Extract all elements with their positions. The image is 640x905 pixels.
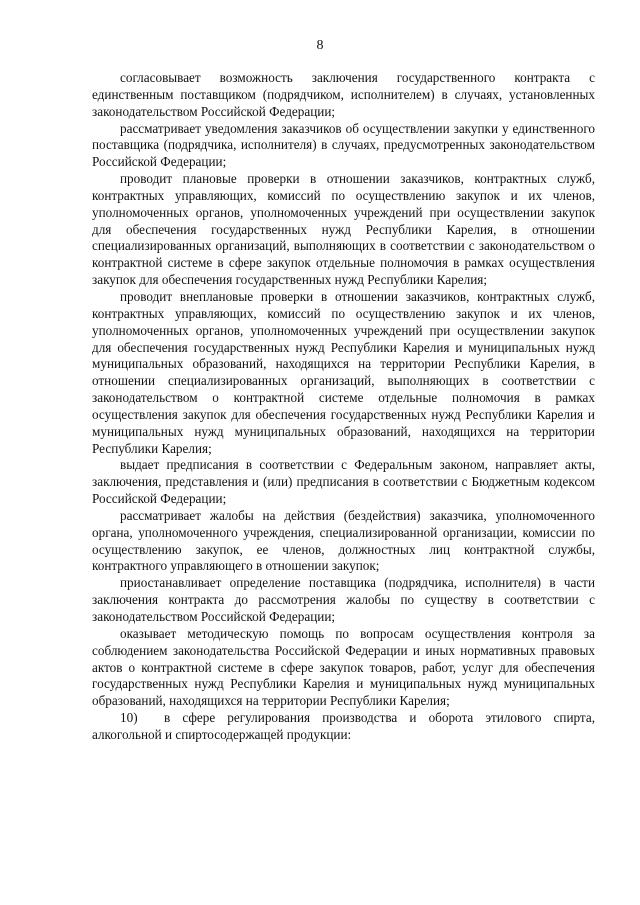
paragraph-issue-orders: выдает предписания в соответствии с Федеральным законом, направляет акты, заключения, представления и (или) предписания в соответствии с Бюджетным кодексом Российской Федерации; [92, 457, 595, 507]
paragraph-approve-single-supplier: согласовывает возможность заключения государственного контракта с единственным поставщиком (подрядчиком, исполнителем) в случаях, установленных законодательством Российской Федерации; [92, 70, 595, 119]
document-body [92, 70, 595, 744]
paragraph-methodical-assistance: оказывает методическую помощь по вопросам осуществления контроля за соблюдением законодательства Российской Федерации и иных нормативных правовых актов о контрактной системе в сфере закупок товаров, работ, услуг для обеспечения государственных нужд Республики Карелия и муниципальных нужд муниципальных образований, находящихся на территории Республики Карелия; [92, 625, 595, 709]
list-item-10 [92, 710, 595, 744]
list-item-text: в сфере регулирования производства и оборота этилового спирта, алкогольной и спиртосодержащей продукции: [92, 710, 595, 742]
paragraph-planned-inspections: проводит плановые проверки в отношении заказчиков, контрактных служб, контрактных управляющих, комиссий по осуществлению закупок и их членов, уполномоченных органов, уполномоченных учреждений при осуществлении закупок для обеспечения государственных нужд Республики Карелия, в отношении специализированных организаций, выполняющих в соответствии с законодательством о контрактной системе в сфере закупок отдельные полномочия в рамках осуществления закупок для обеспечения государственных нужд Республики Карелия; [92, 171, 595, 288]
paragraph-unplanned-inspections: проводит внеплановые проверки в отношении заказчиков, контрактных служб, контрактных управляющих, комиссий по осуществлению закупок и их членов, уполномоченных органов, уполномоченных учреждений при осуществлении закупок для обеспечения государственных нужд Республики Карелия и муниципальных нужд муниципальных образований, находящихся на территории Республики Карелия, в отношении специализированных организаций, выполняющих в соответствии с законодательством о контрактной системе отдельные полномочия в рамках осуществления закупок для обеспечения государственных нужд Республики Карелия и муниципальных нужд муниципальных образований, находящихся на территории Республики Карелия; [92, 288, 595, 456]
paragraph-review-complaints: рассматривает жалобы на действия (бездействия) заказчика, уполномоченного органа, уполномоченного учреждения, специализированной организации, комиссии по осуществлению закупок, ее членов, должностных лиц контрактной службы, контрактного управляющего в отношении закупок; [92, 507, 595, 574]
page-number: 8 [316, 38, 324, 53]
paragraph-suspend-procurement: приостанавливает определение поставщика (подрядчика, исполнителя) в части заключения контракта до рассмотрения жалобы по существу в соответствии с законодательством Российской Федерации; [92, 575, 595, 624]
paragraph-review-notifications: рассматривает уведомления заказчиков об осуществлении закупки у единственного поставщика (подрядчика, исполнителя) в случаях, предусмотренных законодательством Российской Федерации; [92, 120, 595, 170]
list-item-number: 10) [120, 710, 138, 726]
